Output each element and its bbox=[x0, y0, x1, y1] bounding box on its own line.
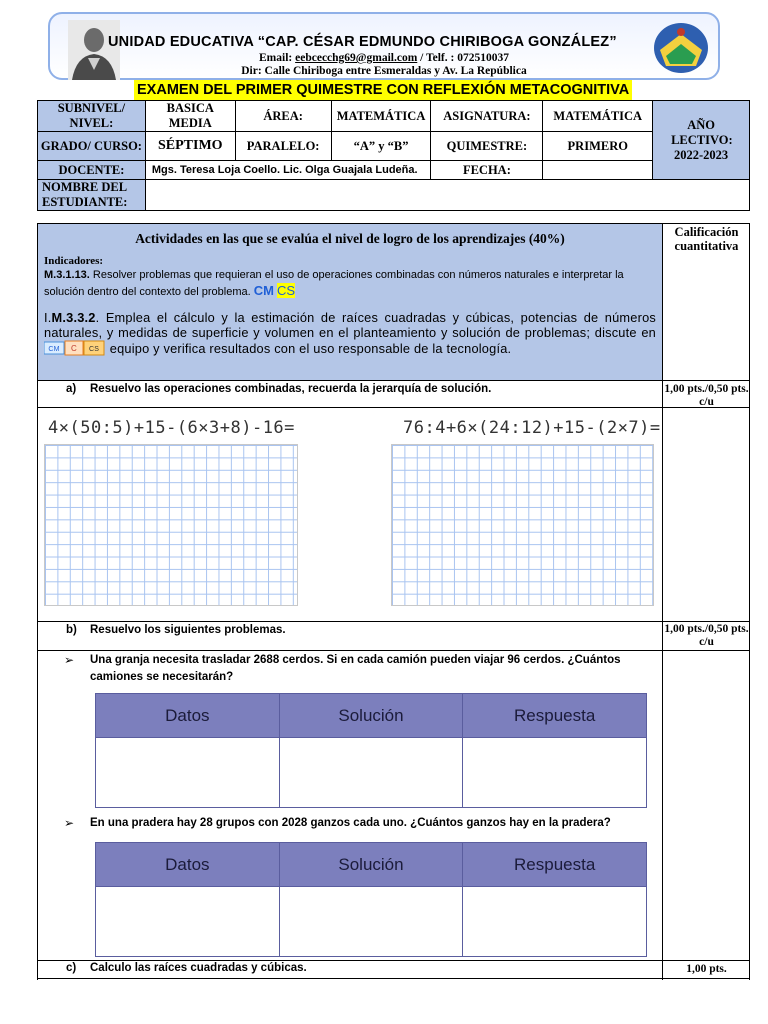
indicator-2-prefix: I. bbox=[44, 310, 52, 325]
quimestre-label: QUIMESTRE: bbox=[431, 132, 543, 161]
item-b-letter: b) bbox=[66, 624, 77, 636]
header-respuesta: Respuesta bbox=[463, 843, 647, 887]
answer-respuesta-cell[interactable] bbox=[463, 738, 647, 808]
indicator-2-text-a: . Emplea el cálculo y la estimación de raíces cuadradas y cúbicas, potencias de números naturales, y medidas de superficie y volumen en el planteamiento y solución de problemas; discute en bbox=[44, 310, 656, 340]
indicator-2-code: M.3.3.2 bbox=[51, 310, 96, 325]
nombre-value[interactable] bbox=[145, 180, 749, 211]
indicator-2 bbox=[44, 310, 656, 359]
row-divider-b bbox=[37, 650, 750, 651]
activities-title: Actividades en las que se evalúa el nivel de logro de los aprendizajes (40%) bbox=[135, 231, 565, 246]
item-c-text: Calculo las raíces cuadradas y cúbicas. bbox=[90, 962, 307, 974]
answer-datos-cell[interactable] bbox=[96, 738, 280, 808]
item-c-letter: c) bbox=[66, 962, 77, 974]
row-divider-c-bottom bbox=[37, 978, 750, 979]
grado-label: GRADO/ CURSO: bbox=[38, 132, 146, 161]
quimestre-value: PRIMERO bbox=[543, 132, 653, 161]
area-label: ÁREA: bbox=[235, 101, 331, 132]
row-divider-grid bbox=[37, 621, 750, 622]
email-link[interactable]: eebcecchg69@gmail.com bbox=[295, 52, 418, 64]
header-datos: Datos bbox=[96, 843, 280, 887]
calif-header: Calificación cuantitativa bbox=[674, 225, 739, 253]
area-value: MATEMÁTICA bbox=[331, 101, 431, 132]
item-a-text: Resuelvo las operaciones combinadas, recuerda la jerarquía de solución. bbox=[90, 383, 492, 395]
work-grid-1[interactable] bbox=[44, 444, 298, 606]
paralelo-value: “A” y “B” bbox=[331, 132, 431, 161]
indicator-1-code: M.3.1.13. bbox=[44, 269, 90, 281]
calif-column-divider bbox=[662, 223, 663, 980]
exam-title: EXAMEN DEL PRIMER QUIMESTRE CON REFLEXIÓN METACOGNITIVA bbox=[134, 80, 632, 100]
row-divider-indicators bbox=[37, 380, 750, 381]
header-solucion: Solución bbox=[279, 843, 463, 887]
header-solucion: Solución bbox=[279, 694, 463, 738]
answer-solucion-cell[interactable] bbox=[279, 738, 463, 808]
asignatura-value: MATEMÁTICA bbox=[543, 101, 653, 132]
answer-respuesta-cell[interactable] bbox=[463, 887, 647, 957]
expression-2: 76:4+6×(24:12)+15-(2×7)= bbox=[403, 418, 661, 438]
item-b-points: 1,00 pts./0,50 pts. c/u bbox=[664, 623, 749, 648]
indicator-1-cs: CS bbox=[277, 283, 296, 298]
row-divider-a bbox=[37, 407, 750, 408]
indicator-2-text-b: equipo y verifica resultados con el uso responsable de la tecnología. bbox=[109, 340, 512, 356]
indicators-label: Indicadores: bbox=[44, 255, 104, 267]
indicator-1-cm: CM bbox=[253, 283, 274, 298]
fecha-value[interactable] bbox=[543, 161, 653, 180]
subnivel-label: SUBNIVEL/ NIVEL: bbox=[38, 101, 146, 132]
school-name: UNIDAD EDUCATIVA “CAP. CÉSAR EDMUNDO CHIRIBOGA GONZÁLEZ” bbox=[108, 34, 617, 50]
phone: / Telf. : 072510037 bbox=[417, 52, 509, 64]
indicator-1 bbox=[44, 267, 659, 300]
bullet-arrow-icon: ➢ bbox=[64, 653, 75, 667]
header-datos: Datos bbox=[96, 694, 280, 738]
docente-value: Mgs. Teresa Loja Coello. Lic. Olga Guajala Ludeña. bbox=[145, 161, 431, 180]
exam-info-table bbox=[37, 100, 750, 211]
anio-value: 2022-2023 bbox=[674, 147, 729, 162]
docente-label: DOCENTE: bbox=[38, 161, 146, 180]
paralelo-label: PARALELO: bbox=[235, 132, 331, 161]
answer-solucion-cell[interactable] bbox=[279, 887, 463, 957]
indicator-1-text: Resolver problemas que requieran el uso de operaciones combinadas con números naturales e interpretar la solución dentro del contexto del problema. bbox=[44, 269, 624, 298]
address-line: Dir: Calle Chiriboga entre Esmeraldas y Av. La República bbox=[241, 65, 527, 77]
item-c-points: 1,00 pts. bbox=[686, 963, 727, 975]
item-a-points: 1,00 pts./0,50 pts. c/u bbox=[664, 383, 749, 408]
email-label: Email: bbox=[259, 52, 296, 64]
asignatura-label: ASIGNATURA: bbox=[431, 101, 543, 132]
item-b-text: Resuelvo los siguientes problemas. bbox=[90, 624, 286, 636]
work-grid-2[interactable] bbox=[391, 444, 654, 606]
anio-label: AÑO LECTIVO: bbox=[671, 117, 733, 147]
nombre-label: NOMBRE DEL ESTUDIANTE: bbox=[38, 180, 146, 211]
icon-c-text: C bbox=[71, 344, 77, 353]
answer-datos-cell[interactable] bbox=[96, 887, 280, 957]
bullet-arrow-icon: ➢ bbox=[64, 816, 75, 830]
fecha-label: FECHA: bbox=[431, 161, 543, 180]
anio-lectivo-cell bbox=[653, 101, 750, 180]
row-divider-c-top bbox=[37, 960, 750, 961]
answer-table-1 bbox=[95, 693, 647, 808]
subnivel-value: BASICA MEDIA bbox=[145, 101, 235, 132]
header-respuesta: Respuesta bbox=[463, 694, 647, 738]
icon-cs-text: CS bbox=[88, 346, 100, 353]
problem-1: Una granja necesita trasladar 2688 cerdos. Si en cada camión pueden viajar 96 cerdos. ¿Cuántos camiones se necesitarán? bbox=[90, 654, 621, 683]
grado-value: SÉPTIMO bbox=[145, 132, 235, 161]
icon-cm-text: CM bbox=[48, 346, 60, 353]
answer-table-2 bbox=[95, 842, 647, 957]
competency-badges-icon bbox=[44, 340, 106, 356]
competency-icons bbox=[44, 340, 106, 359]
contact-email-line bbox=[0, 52, 768, 64]
expression-1: 4×(50:5)+15-(6×3+8)-16= bbox=[48, 418, 295, 438]
item-a-letter: a) bbox=[66, 383, 77, 395]
problem-2: En una pradera hay 28 grupos con 2028 ganzos cada uno. ¿Cuántos ganzos hay en la pradera? bbox=[90, 817, 611, 829]
